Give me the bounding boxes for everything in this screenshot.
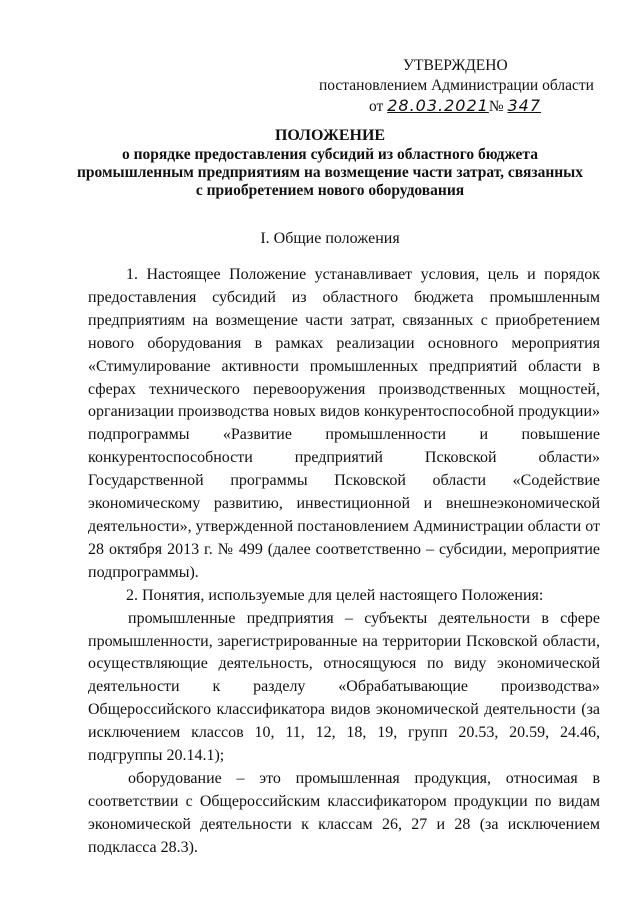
title-line-2: промышленным предприятиям на возмещение части затрат, связанных xyxy=(76,164,584,181)
approved-label: УТВЕРЖДЕНО xyxy=(403,57,508,74)
title-line-3: с приобретением нового оборудования xyxy=(195,182,465,199)
approval-date-number-line xyxy=(300,96,600,117)
paragraph-2: 2. Понятия, используемые для целей настоящего Положения: xyxy=(126,586,544,604)
paragraph-1: 1. Настоящее Положение устанавливает условия, цель и порядок предоставления субсидий из областного бюджета промышленным предприятиям на возмещение части затрат, связанных с приобретением нового оборудования в рамках реализации основного мероприятия «Стимулирование активности промышленных предприятий области в сферах технического перевооружения производственных мощностей, организации производства новых видов конкурентоспособной продукции» подпрограммы «Развитие промышленности и повышение конкурентоспособности предприятий Псковской области» Государственной программы Псковской области «Содействие экономическому развитию, инвестиционной и внешнеэкономической деятельности», утвержденной постановлением Администрации области от 28 октября 2013 г. № 499 (далее соответственно – субсидии, мероприятие подпрограммы). xyxy=(88,266,600,581)
document-title xyxy=(40,127,620,200)
handwritten-number: 347 xyxy=(507,96,542,115)
approved-by-decree: постановлением Администрации области xyxy=(319,77,594,94)
from-prefix: от xyxy=(369,98,384,115)
approval-stamp-block xyxy=(300,56,600,117)
handwritten-date: 28.03.2021 xyxy=(387,96,489,115)
title-line-1: о порядке предоставления субсидий из областного бюджета xyxy=(122,146,538,163)
paragraph-4: оборудование – это промышленная продукция, относимая в соответствии с Общероссийским классификатором продукции по видам экономической деятельности к классам 26, 27 и 28 (за исключением подкласса 28.3). xyxy=(88,769,600,856)
document-body xyxy=(88,264,600,860)
number-prefix: № xyxy=(488,98,504,115)
section-heading: I. Общие положения xyxy=(260,230,400,247)
title-main: ПОЛОЖЕНИЕ xyxy=(274,127,386,144)
paragraph-3: промышленные предприятия – субъекты деятельности в сфере промышленности, зарегистрированные на территории Псковской области, осуществляющие деятельность, относящуюся по виду экономической деятельности к разделу «Обрабатывающие производства» Общероссийского классификатора видов экономической деятельности (за исключением классов 10, 11, 12, 18, 19, групп 20.53, 20.59, 24.46, подгруппы 20.14.1); xyxy=(88,609,600,765)
